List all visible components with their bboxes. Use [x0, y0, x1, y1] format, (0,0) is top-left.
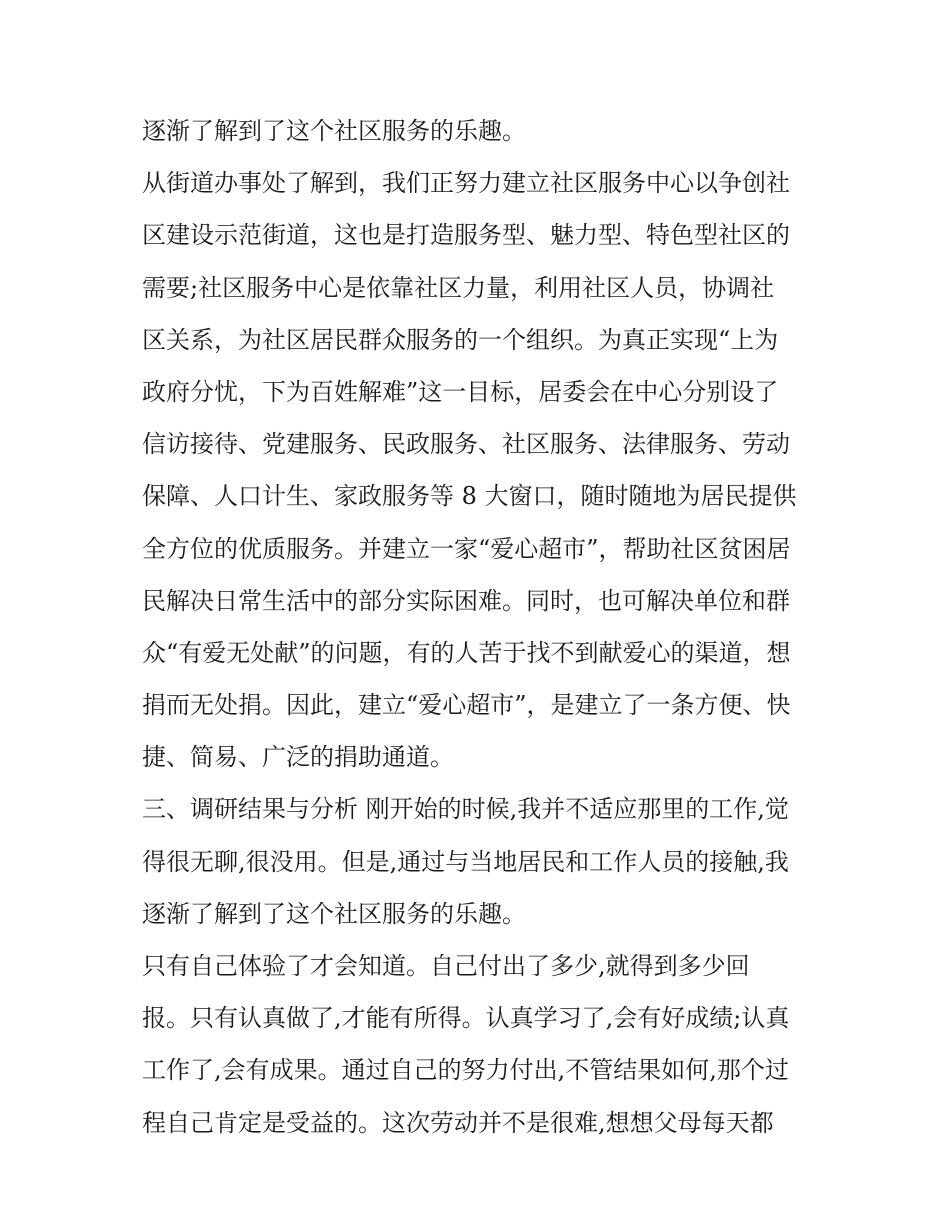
text-line: 逐渐了解到了这个社区服务的乐趣。 — [142, 899, 526, 928]
text-line: 保障、人口计生、家政服务等 8 大窗口，随时随地为居民提供 — [142, 482, 797, 511]
text-line: 捐而无处捐。因此，建立“爱心超市”，是建立了一条方便、快 — [142, 691, 791, 720]
text-line: 政府分忧，下为百姓解难”这一目标，居委会在中心分别设了 — [142, 377, 779, 406]
text-line: 信访接待、党建服务、民政服务、社区服务、法律服务、劳动 — [142, 430, 790, 459]
text-line: 三、调研结果与分析 刚开始的时候,我并不适应那里的工作,觉 — [142, 795, 789, 824]
text-line: 只有自己体验了才会知道。自己付出了多少,就得到多少回 — [142, 952, 750, 980]
text-line: 报。只有认真做了,才能有所得。认真学习了,会有好成绩;认真 — [142, 1004, 790, 1033]
text-line: 全方位的优质服务。并建立一家“爱心超市”，帮助社区贫困居 — [142, 534, 791, 563]
text-line: 得很无聊,很没用。但是,通过与当地居民和工作人员的接触,我 — [142, 847, 789, 876]
text-line: 众“有爱无处献”的问题，有的人苦于找不到献爱心的渠道，想 — [142, 638, 791, 667]
text-line: 逐渐了解到了这个社区服务的乐趣。 — [142, 117, 526, 145]
text-line: 民解决日常生活中的部分实际困难。同时，也可解决单位和群 — [142, 586, 790, 615]
body-text — [142, 113, 822, 1157]
text-line: 捷、简易、广泛的捐助通道。 — [142, 743, 454, 772]
text-line: 工作了,会有成果。通过自己的努力付出,不管结果如何,那个过 — [142, 1056, 789, 1085]
text-line: 区建设示范街道，这也是打造服务型、魅力型、特色型社区的 — [142, 221, 790, 250]
text-line: 区关系，为社区居民群众服务的一个组织。为真正实现“上为 — [142, 325, 779, 354]
text-line: 程自己肯定是受益的。这次劳动并不是很难,想想父母每天都 — [142, 1108, 774, 1137]
text-line: 需要;社区服务中心是依靠社区力量，利用社区人员，协调社 — [142, 273, 775, 302]
text-line: 从街道办事处了解到，我们正努力建立社区服务中心以争创社 — [142, 169, 790, 198]
